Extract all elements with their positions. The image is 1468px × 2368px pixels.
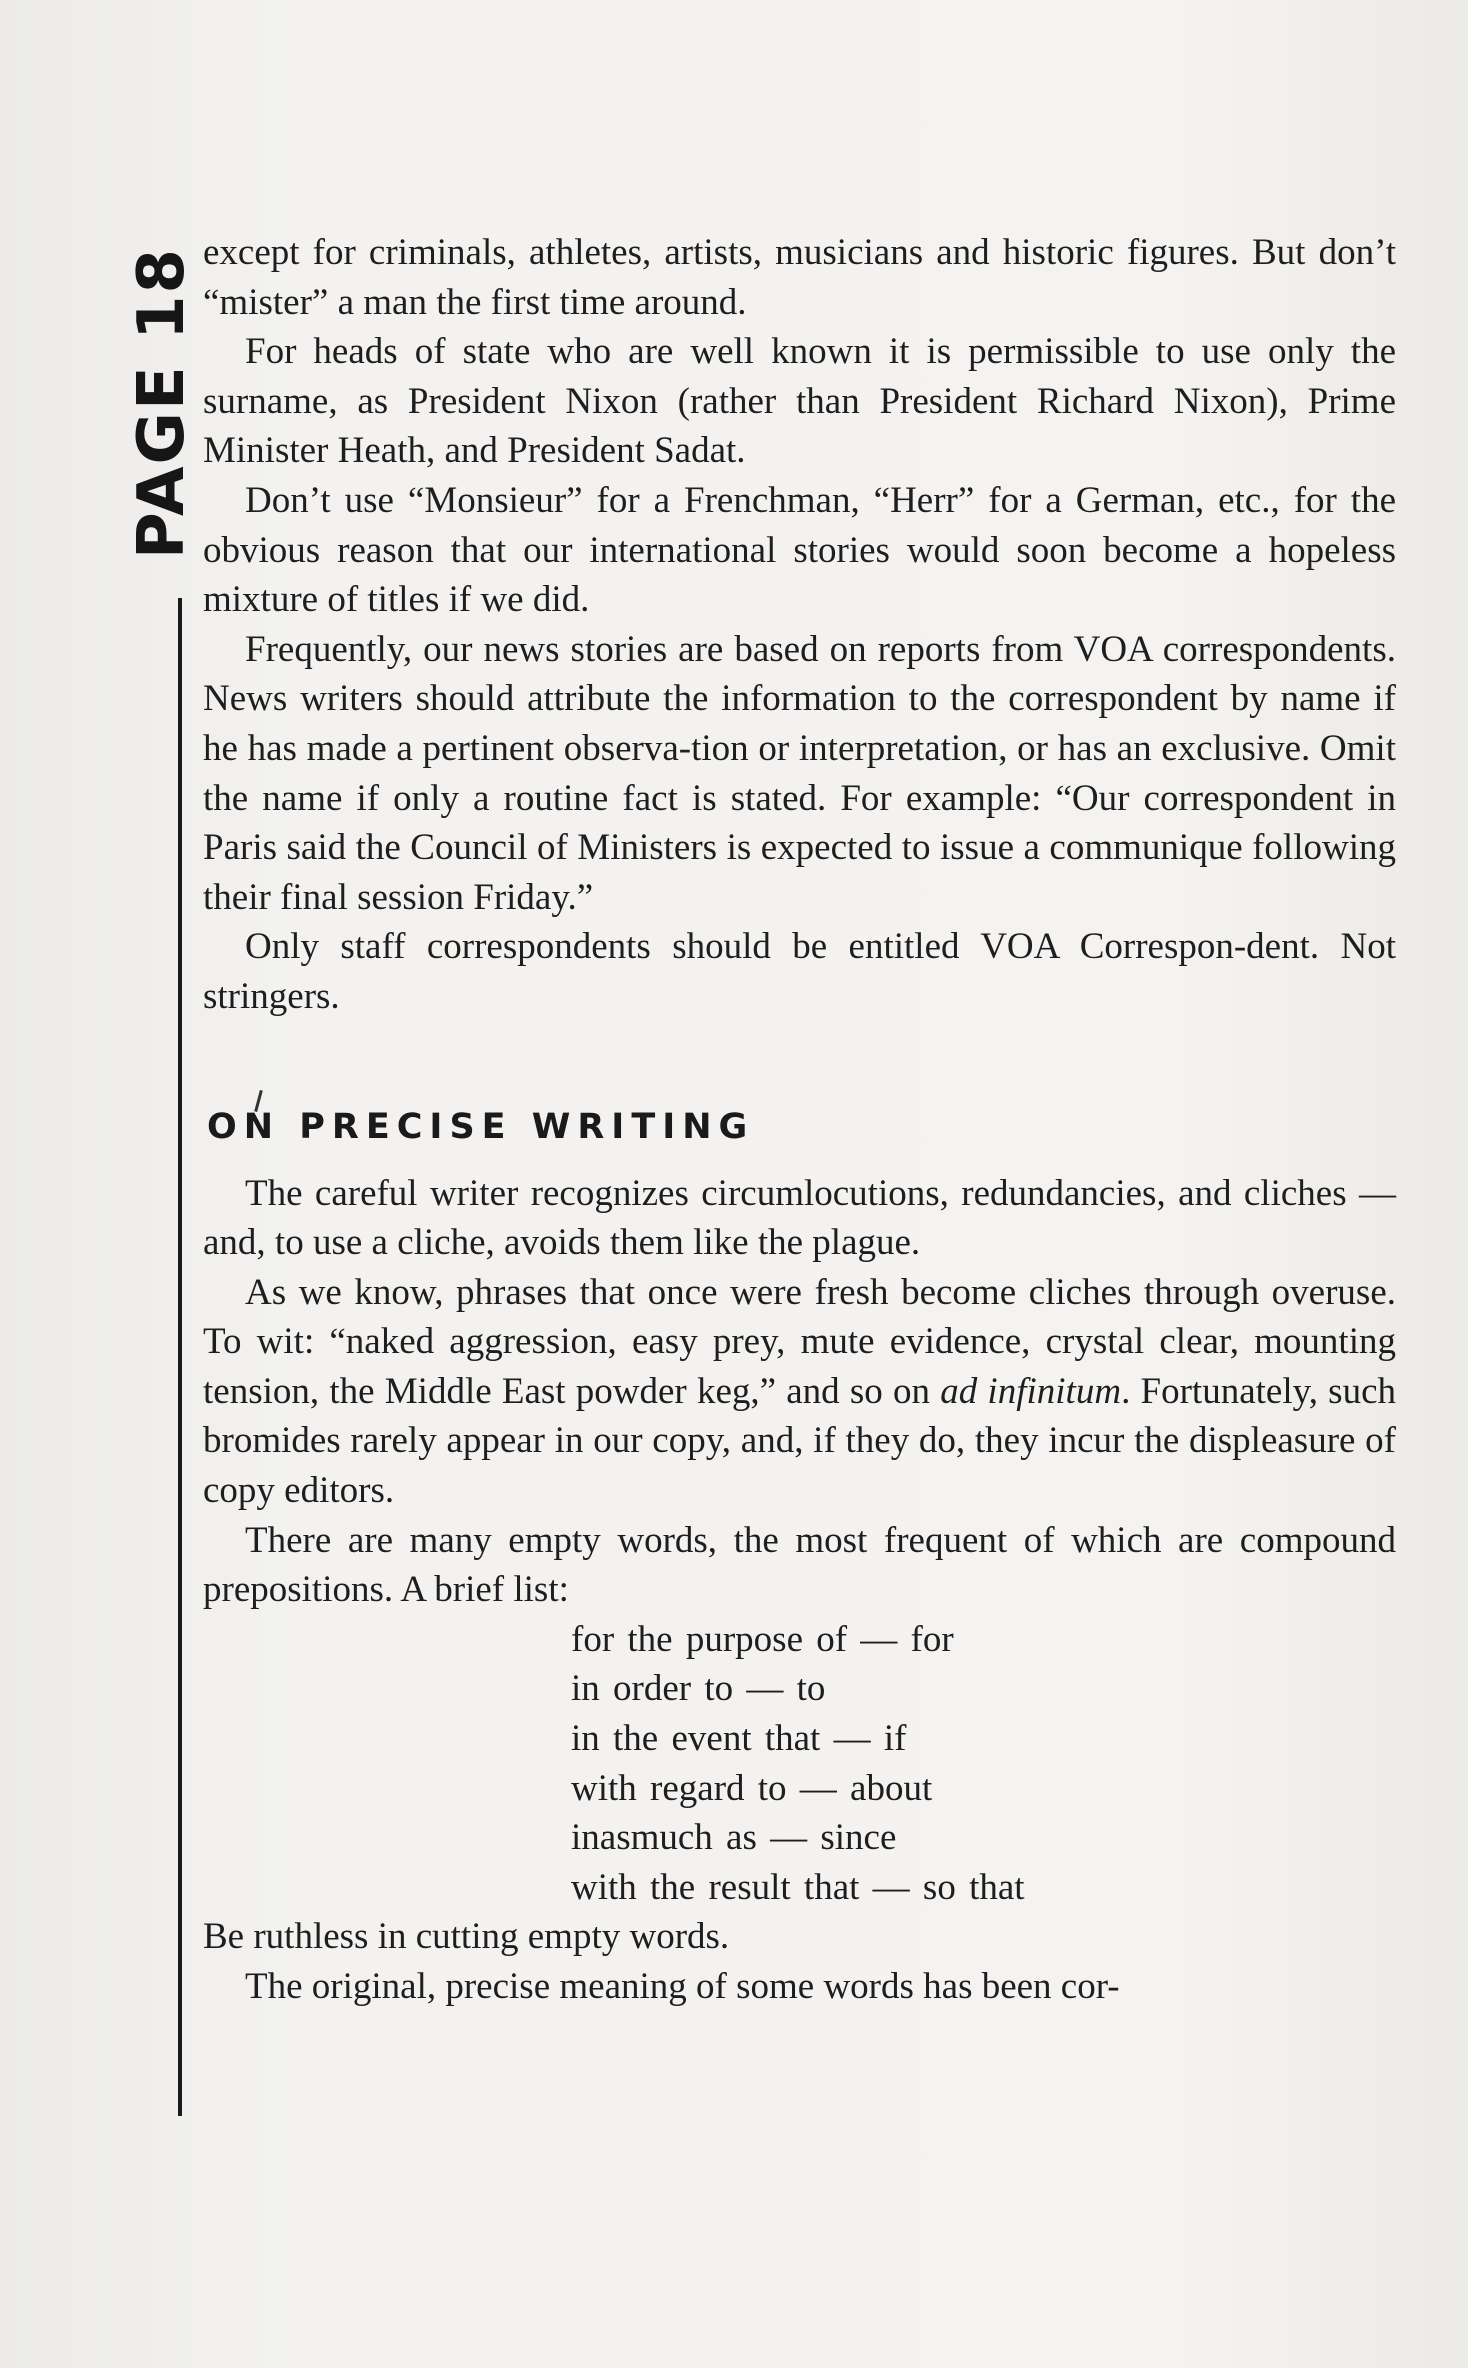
list-item: in the event that — if: [571, 1718, 907, 1760]
paragraph: Only staff correspondents should be entitled VOA Correspon-dent. Not stringers.: [203, 926, 1396, 1017]
list-item: in order to — to: [571, 1668, 826, 1710]
paragraph: Be ruthless in cutting empty words.: [203, 1916, 730, 1958]
paragraph: except for criminals, athletes, artists, musicians and historic figures. But don’t “mister” a man the first time around.: [203, 232, 1396, 323]
page-number-label: [122, 238, 202, 568]
section-heading: ON PRECISE WRITING: [207, 1106, 755, 1147]
list-item: with regard to — about: [571, 1767, 933, 1809]
paragraph: Frequently, our news stories are based on reports from VOA correspondents. News writers should attribute the information to the correspondent by name if he has made a pertinent observa-tion or interpretation, or has an exclusive. Omit the name if only a routine fact is stated. For example: “Our correspondent in Paris said the Council of Ministers is expected to issue a communique following their final session Friday.”: [203, 628, 1396, 918]
list-item: for the purpose of — for: [571, 1618, 954, 1660]
page-number-text: PAGE 18: [125, 246, 199, 560]
italic-phrase: ad infinitum: [940, 1370, 1122, 1412]
body-text: [203, 228, 1396, 2012]
paragraph: The careful writer recognizes circumlocutions, redundancies, and cliches — and, to use a cliche, avoids them like the plague.: [203, 1172, 1396, 1264]
paragraph: There are many empty words, the most frequent of which are compound prepositions. A brief list:: [203, 1519, 1396, 1611]
list-item: with the result that — so that: [571, 1866, 1025, 1908]
paragraph: For heads of state who are well known it is permissible to use only the surname, as President Nixon (rather than President Richard Nixon), Prime Minister Heath, and President Sadat.: [203, 331, 1396, 472]
empty-words-list: [203, 1615, 1396, 1913]
paragraph-text: . Fortunately, such bromides rarely appear in our copy, and, if they do, they incur the displeasure of copy editors.: [203, 1370, 1396, 1512]
paragraph: Don’t use “Monsieur” for a Frenchman, “Herr” for a German, etc., for the obvious reason that our international stories would soon become a hopeless mixture of titles if we did.: [203, 479, 1396, 621]
paragraph-text: As we know, phrases that once were fresh become cliches through overuse. To wit: “naked aggression, easy prey, mute evidence, crystal clear, mounting tension, the Middle East powder keg,” and so on: [203, 1271, 1396, 1412]
paragraph: The original, precise meaning of some words has been cor-: [245, 1966, 1120, 2007]
paragraph: [203, 1268, 1396, 1516]
list-item: inasmuch as — since: [571, 1817, 897, 1859]
margin-rule: [178, 598, 182, 2116]
